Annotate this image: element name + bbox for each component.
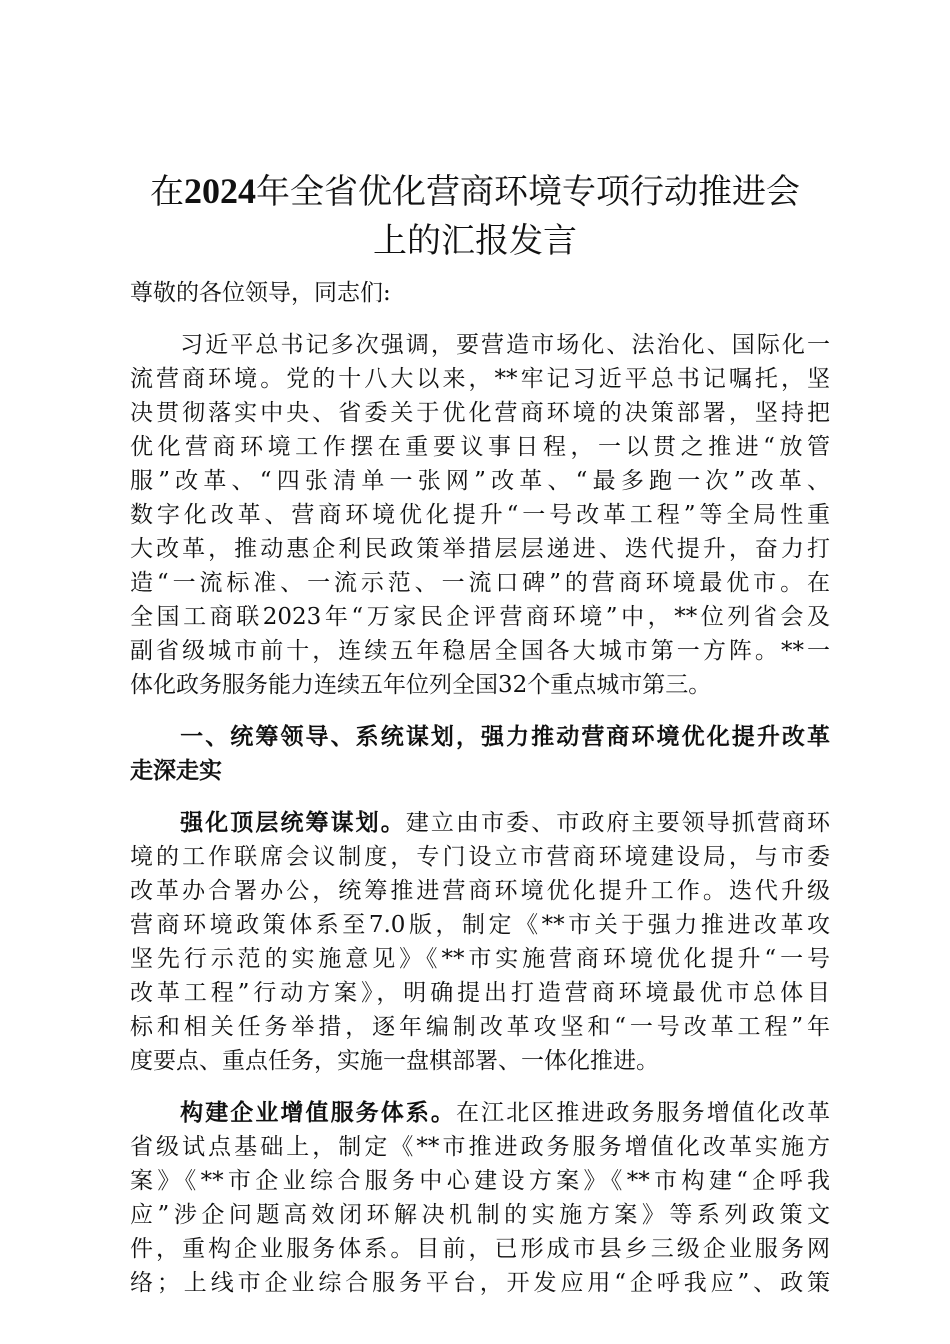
para2-line: 应”涉企问题高效闭环解决机制的实施方案》等系列政策文: [130, 1202, 830, 1228]
para2-line: 构建企业增值服务体系。在江北区推进政务服务增值化改革: [130, 1099, 831, 1126]
intro-line: 流营商环境。党的十八大以来，**牢记习近平总书记嘱托，坚: [130, 366, 830, 392]
intro-line: 优化营商环境工作摆在重要议事日程，一以贯之推进“放管: [130, 434, 830, 460]
intro-line: 服”改革、“四张清单一张网”改革、“最多跑一次”改革、: [130, 468, 830, 494]
para2-line: 件，重构企业服务体系。目前，已形成市县乡三级企业服务网: [130, 1236, 830, 1262]
para1-line: 强化顶层统筹谋划。建立由市委、市政府主要领导抓营商环: [130, 809, 831, 836]
intro-line: 副省级城市前十，连续五年稳居全国各大城市第一方阵。**一: [130, 638, 830, 664]
salutation: 尊敬的各位领导，同志们:: [130, 280, 391, 306]
para1-line: 坚先行示范的实施意见》《**市实施营商环境优化提升“一号: [130, 946, 830, 972]
intro-line: 大改革，推动惠企利民政策举措层层递进、迭代提升，奋力打: [130, 536, 830, 562]
document-title-line-2: 上的汇报发言: [373, 221, 577, 261]
document-title-line-1: 在2024年全省优化营商环境专项行动推进会: [150, 171, 800, 212]
intro-line: 决贯彻落实中央、省委关于优化营商环境的决策部署，坚持把: [130, 400, 830, 426]
para2-line: 络；上线市企业综合服务平台，开发应用“企呼我应”、政策: [130, 1270, 830, 1296]
para2-line: 案》《**市企业综合服务中心建设方案》《**市构建“企呼我: [130, 1168, 830, 1194]
para2-line: 省级试点基础上，制定《**市推进政务服务增值化改革实施方: [130, 1134, 830, 1160]
section-1-heading: 一、统筹领导、系统谋划，强力推动营商环境优化提升改革: [130, 723, 830, 750]
para1-line: 改革办合署办公，统筹推进营商环境优化提升工作。迭代升级: [130, 878, 830, 904]
para1-line: 度要点、重点任务，实施一盘棋部署、一体化推进。: [130, 1048, 659, 1074]
intro-line: 全国工商联2023年“万家民企评营商环境”中，**位列省会及: [130, 604, 830, 630]
para1-line: 标和相关任务举措，逐年编制改革攻坚和“一号改革工程”年: [130, 1014, 830, 1040]
para1-lead: 强化顶层统筹谋划。: [130, 809, 406, 836]
intro-line: 习近平总书记多次强调，要营造市场化、法治化、国际化一: [130, 332, 830, 358]
intro-line: 体化政务服务能力连续五年位列全国32个重点城市第三。: [130, 672, 712, 698]
para1-line: 改革工程”行动方案》，明确提出打造营商环境最优市总体目: [130, 980, 830, 1006]
intro-line: 数字化改革、营商环境优化提升“一号改革工程”等全局性重: [130, 502, 830, 528]
section-1-heading: 走深走实: [130, 757, 222, 784]
intro-line: 造“一流标准、一流示范、一流口碑”的营商环境最优市。在: [130, 570, 830, 596]
para1-line: 境的工作联席会议制度，专门设立市营商环境建设局，与市委: [130, 844, 830, 870]
para1-line: 营商环境政策体系至7.0版，制定《**市关于强力推进改革攻: [130, 912, 830, 938]
para2-lead: 构建企业增值服务体系。: [130, 1099, 456, 1126]
